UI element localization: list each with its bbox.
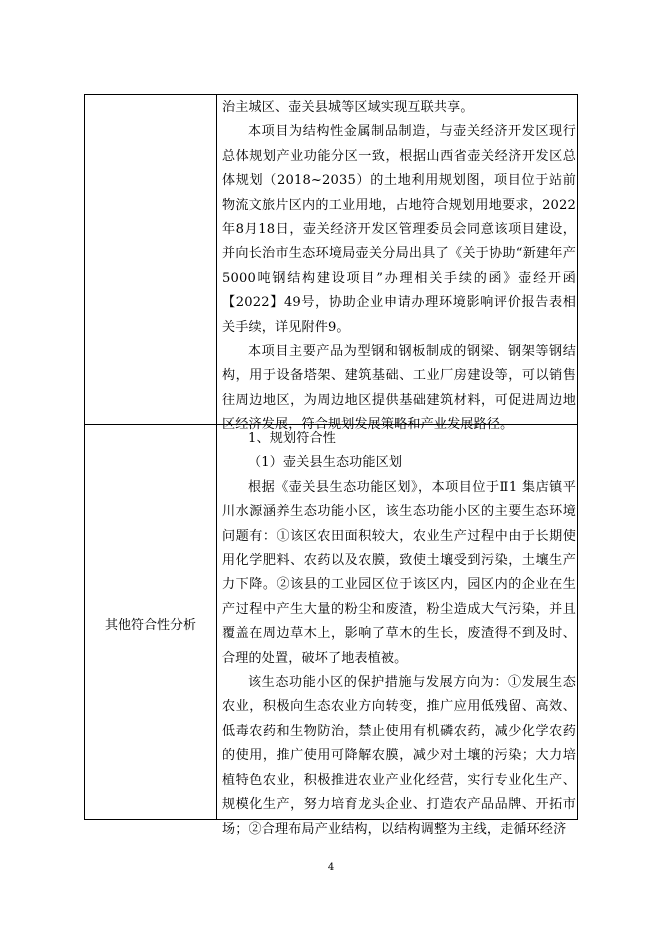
section-heading: 1、规划符合性 (248, 431, 336, 446)
column-divider (216, 95, 217, 819)
compliance-table (84, 94, 578, 837)
subsection-heading: （1）壶关县生态功能区划 (248, 455, 403, 471)
row2-label: 其他符合性分析 (104, 617, 196, 633)
row1-paragraph-3: 本项目主要产品为型钢和钢板制成的钢梁、钢架等钢结构，用于设备塔架、建筑基础、工业厂房建设等，可以销售往周边地区，为周边地区提供基础建筑材料，可促进周边地区经济发展，符合规划发展策略和产业发展路径。 (222, 344, 576, 433)
row2-content (222, 427, 576, 842)
page-number: 4 (327, 862, 335, 873)
row1-paragraph-2: 本项目为结构性金属制品制造，与壶关经济开发区现行总体规划产业功能分区一致，根据山西省壶关经济开发区总体规划（2018~2035）的土地利用规划图，项目位于站前物流文旅片区内的工业用地，占地符合规划用地要求，2022年8月18日，壶关经济开发区管理委员会同意该项目建设，并向长治市生态环境局壶关分局出具了《关于协助“新建年产5000吨钢结构建设项目”办理相关手续的函》壶经开函【2022】49号，协助企业申请办理环境影响评价报告表相关手续，详见附件9。 (222, 124, 576, 335)
row1-paragraph-1: 治主城区、壶关县城等区域实现互联共享。 (222, 100, 474, 115)
row2-paragraph-1: 根据《壶关县生态功能区划》，本项目位于Ⅱ1 集店镇平川水源涵养生态功能小区，该生态功能小区的主要生态环境问题有：①该区农田面积较大，农业生产过程中由于长期使用化学肥料、农药以及农膜，致使土壤受到污染，土壤生产力下降。②该县的工业园区位于该区内，园区内的企业在生产过程中产生大量的粉尘和废渣，粉尘造成大气污染，并且覆盖在周边草木上，影响了草木的生长，废渣得不到及时、合理的处置，破坏了地表植被。 (222, 479, 576, 666)
row1-content (222, 96, 576, 438)
row2-paragraph-2: 该生态功能小区的保护措施与发展方向为：①发展生态农业，积极向生态农业方向转变，推广应用低残留、高效、低毒农药和生物防治，禁止使用有机磷农药，减少化学农药的使用，推广使用可降解农膜，减少对土壤的污染；大力培植特色农业，积极推进农业产业化经营，实行专业化生产、规模化生产，努力培育龙头企业、打造农产品品牌、开拓市场；②合理布局产业结构，以结构调整为主线，走循环经济 (222, 675, 576, 837)
